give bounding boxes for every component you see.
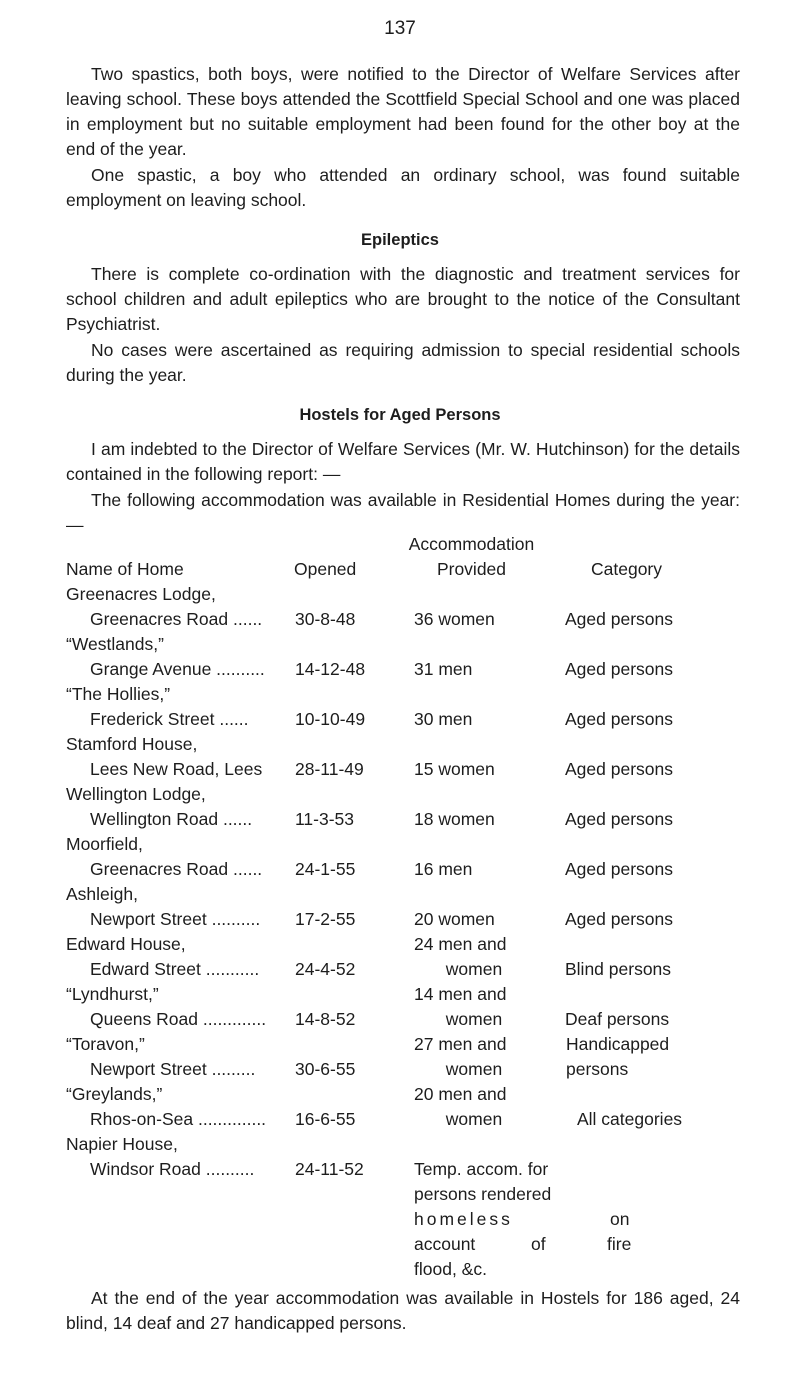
paragraph-epileptics-1: There is complete co-ordination with the diagnostic and treatment services for school children and adult epileptics who are brought to the notice of the Consultant Psychiatrist. bbox=[66, 264, 740, 334]
table-row-accommodation: 20 women bbox=[414, 909, 495, 929]
table-row-opened: 14-12-48 bbox=[295, 659, 366, 679]
table-row-accommodation-line2: persons rendered bbox=[414, 1184, 552, 1204]
table-row-opened: 14-8-52 bbox=[295, 1009, 356, 1029]
table-row-name-line2: Wellington Road ...... bbox=[90, 809, 253, 829]
paragraph-spastics-2: One spastic, a boy who attended an ordinary school, was found suitable employment on leaving school. bbox=[66, 165, 740, 210]
table-row-accommodation: 30 men bbox=[414, 709, 473, 729]
heading-epileptics: Epileptics bbox=[361, 231, 439, 249]
table-row-name-line1: “Westlands,” bbox=[66, 634, 164, 654]
table-row-name-line2: Lees New Road, Lees bbox=[90, 759, 263, 779]
table-row-category: Aged persons bbox=[565, 759, 673, 779]
table-row-name-line2: Rhos-on-Sea .............. bbox=[90, 1109, 267, 1129]
table-row-accommodation-line2: women bbox=[445, 1009, 503, 1029]
table-row-accommodation-line3-word2: on bbox=[610, 1209, 630, 1229]
table-row-accommodation-line2: women bbox=[445, 959, 503, 979]
table-row-accommodation-line4-word1: account bbox=[414, 1234, 476, 1254]
table-row-opened: 11-3-53 bbox=[295, 809, 355, 829]
table-row-name-line1: Stamford House, bbox=[66, 734, 198, 754]
table-row-category: Aged persons bbox=[565, 909, 673, 929]
table-row-name-line1: “Lyndhurst,” bbox=[66, 984, 159, 1004]
paragraph-closing: At the end of the year accommodation was available in Hostels for 186 aged, 24 blind, 14 deaf and 27 handicapped persons. bbox=[66, 1288, 740, 1333]
table-row-name-line2: Frederick Street ...... bbox=[90, 709, 249, 729]
page-number: 137 bbox=[384, 18, 416, 39]
table-row-name-line1: Wellington Lodge, bbox=[66, 784, 206, 804]
table-row-opened: 16-6-55 bbox=[295, 1109, 356, 1129]
table-row-category: Blind persons bbox=[565, 959, 672, 979]
table-row-name-line2: Windsor Road .......... bbox=[90, 1159, 255, 1179]
table-row-opened: 24-4-52 bbox=[295, 959, 356, 979]
table-row-name-line1: “Greylands,” bbox=[66, 1084, 163, 1104]
table-row-opened: 17-2-55 bbox=[295, 909, 356, 929]
table-row-category: Deaf persons bbox=[565, 1009, 670, 1029]
table-row-accommodation-line1: 27 men and bbox=[414, 1034, 507, 1054]
table-row-name-line2: Queens Road ............. bbox=[90, 1009, 267, 1029]
table-row-accommodation-line4-word2: of bbox=[531, 1234, 546, 1254]
table-row-category-line2: persons bbox=[566, 1059, 629, 1079]
table-row-name-line1: Napier House, bbox=[66, 1134, 178, 1154]
table-row-name-line1: Edward House, bbox=[66, 934, 186, 954]
paragraph-spastics-1: Two spastics, both boys, were notified to the Director of Welfare Services after leaving school. These boys attended the Scottfield Special School and one was placed in employment but no suitable employment had been found for the other boy at the end of the year. bbox=[66, 64, 740, 159]
table-row-category: Aged persons bbox=[565, 609, 673, 629]
table-row-accommodation-line1: 24 men and bbox=[414, 934, 507, 954]
table-row-category: Aged persons bbox=[565, 659, 673, 679]
table-row-opened: 30-8-48 bbox=[295, 609, 356, 629]
paragraph-hostels-2: The following accommodation was available in Residential Homes during the year: — bbox=[66, 490, 740, 535]
column-header-category: Category bbox=[591, 559, 663, 579]
table-row-opened: 24-11-52 bbox=[295, 1159, 364, 1179]
table-row-name-line2: Greenacres Road ...... bbox=[90, 859, 263, 879]
table-row-accommodation: 31 men bbox=[414, 659, 473, 679]
table-row-name-line2: Newport Street .......... bbox=[90, 909, 261, 929]
table-row-opened: 28-11-49 bbox=[295, 759, 364, 779]
table-row-name-line1: “The Hollies,” bbox=[66, 684, 171, 704]
column-header-opened: Opened bbox=[294, 559, 357, 579]
table-row-opened: 30-6-55 bbox=[295, 1059, 356, 1079]
column-header-accommodation: Accommodation bbox=[408, 534, 535, 554]
table-row-name-line1: Ashleigh, bbox=[66, 884, 138, 904]
table-row-name-line2: Grange Avenue .......... bbox=[90, 659, 265, 679]
table-row-name-line2: Newport Street ......... bbox=[90, 1059, 256, 1079]
table-row-accommodation-line1: 20 men and bbox=[414, 1084, 507, 1104]
table-row-accommodation: 36 women bbox=[414, 609, 495, 629]
table-row-category: Aged persons bbox=[565, 709, 673, 729]
table-row-accommodation-line1: 14 men and bbox=[414, 984, 507, 1004]
table-row-accommodation: 15 women bbox=[414, 759, 495, 779]
table-row-name-line1: “Toravon,” bbox=[66, 1034, 145, 1054]
table-row-accommodation-line1: Temp. accom. for bbox=[414, 1159, 549, 1179]
table-row-category-line1: Handicapped bbox=[566, 1034, 670, 1054]
heading-hostels: Hostels for Aged Persons bbox=[299, 406, 501, 424]
table-row-accommodation-line3-word1: homeless bbox=[414, 1209, 513, 1229]
table-row-accommodation: 18 women bbox=[414, 809, 495, 829]
table-row-name-line1: Greenacres Lodge, bbox=[66, 584, 216, 604]
table-row-accommodation: 16 men bbox=[414, 859, 473, 879]
table-row-accommodation-line2: women bbox=[445, 1109, 503, 1129]
table-row-opened: 24-1-55 bbox=[295, 859, 356, 879]
table-row-accommodation-line2: women bbox=[445, 1059, 503, 1079]
table-row-accommodation-line5: flood, &c. bbox=[414, 1259, 487, 1279]
table-row-category: All categories bbox=[577, 1109, 683, 1129]
paragraph-epileptics-2: No cases were ascertained as requiring admission to special residential schools during the year. bbox=[66, 340, 740, 385]
table-row-category: Aged persons bbox=[565, 809, 673, 829]
table-row-name-line2: Edward Street ........... bbox=[90, 959, 260, 979]
column-header-name: Name of Home bbox=[66, 559, 184, 579]
column-header-provided: Provided bbox=[436, 559, 507, 579]
table-row-opened: 10-10-49 bbox=[295, 709, 366, 729]
paragraph-hostels-1: I am indebted to the Director of Welfare Services (Mr. W. Hutchinson) for the details contained in the following report: — bbox=[66, 439, 740, 484]
table-row-name-line2: Greenacres Road ...... bbox=[90, 609, 263, 629]
table-row-name-line1: Moorfield, bbox=[66, 834, 143, 854]
table-row-accommodation-line4-word3: fire bbox=[607, 1234, 632, 1254]
table-row-category: Aged persons bbox=[565, 859, 673, 879]
